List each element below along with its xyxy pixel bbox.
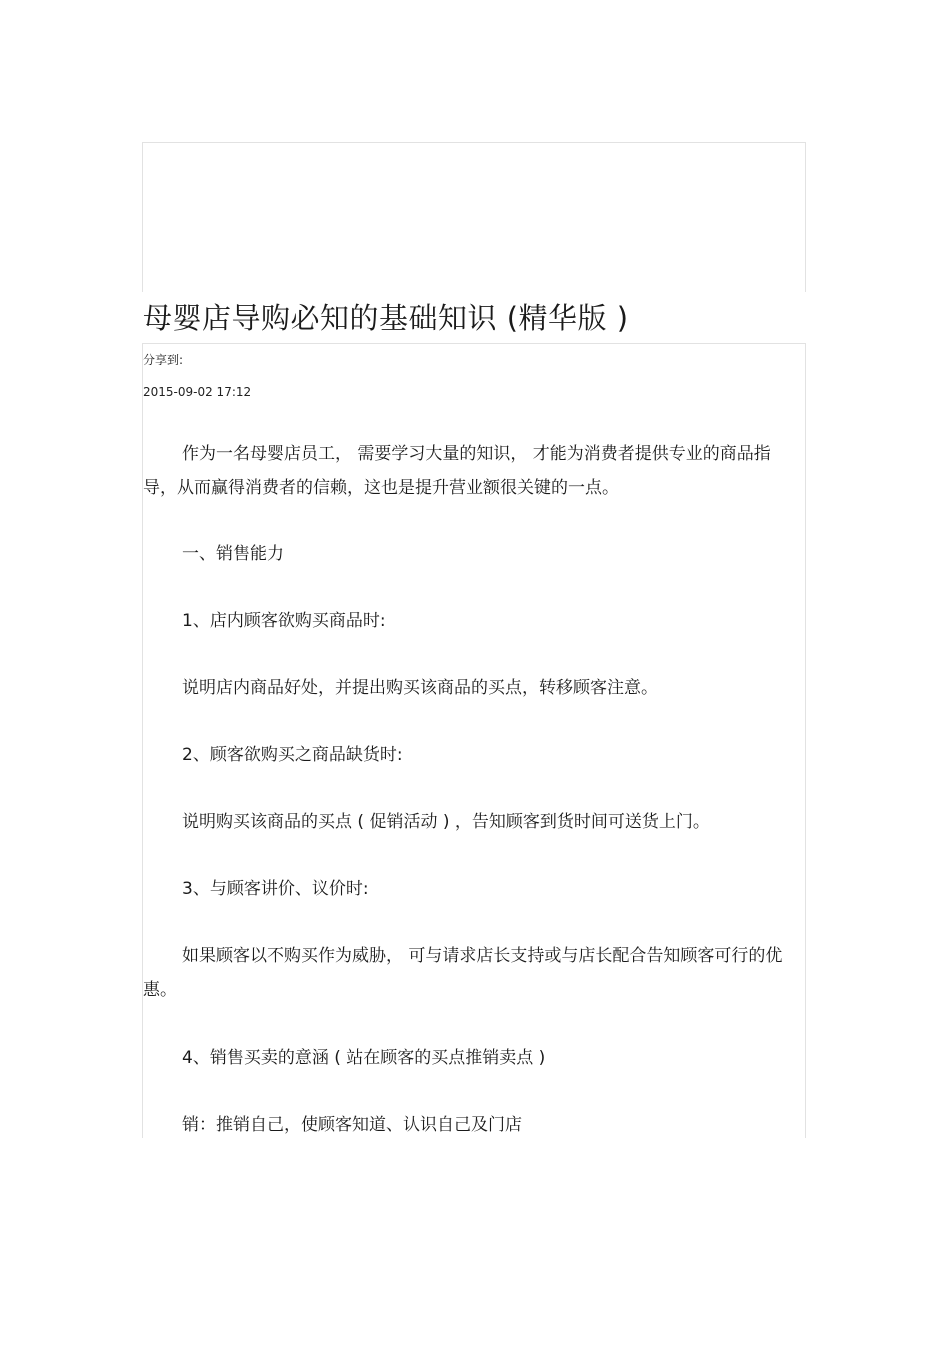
- item-4-text: 销：推销自己，使顾客知道、认识自己及门店: [182, 1115, 522, 1135]
- item-4-heading: 4、销售买卖的意涵 ( 站在顾客的买点推销卖点 ): [182, 1048, 546, 1068]
- section-heading-sales: 一、销售能力: [182, 544, 284, 564]
- item-1-text: 说明店内商品好处，并提出购买该商品的买点，转移顾客注意。: [182, 678, 658, 698]
- share-label: 分享到:: [143, 353, 184, 367]
- item-2-text: 说明购买该商品的买点 ( 促销活动 ) ，告知顾客到货时间可送货上门。: [182, 812, 710, 832]
- publish-date: 2015-09-02 17:12: [143, 385, 252, 399]
- intro-paragraph: 作为一名母婴店员工， 需要学习大量的知识， 才能为消费者提供专业的商品指导，从而赢得消费者的信赖，这也是提升营业额很关键的一点。: [143, 444, 771, 498]
- top-frame: [142, 142, 806, 292]
- item-1-heading: 1、店内顾客欲购买商品时:: [182, 611, 386, 631]
- article-title: 母婴店导购必知的基础知识 (精华版 ): [143, 301, 629, 335]
- item-2-heading: 2、顾客欲购买之商品缺货时:: [182, 745, 403, 765]
- item-3-heading: 3、与顾客讲价、议价时:: [182, 879, 369, 899]
- item-3-text: 如果顾客以不购买作为威胁， 可与请求店长支持或与店长配合告知顾客可行的优惠。: [143, 946, 783, 1000]
